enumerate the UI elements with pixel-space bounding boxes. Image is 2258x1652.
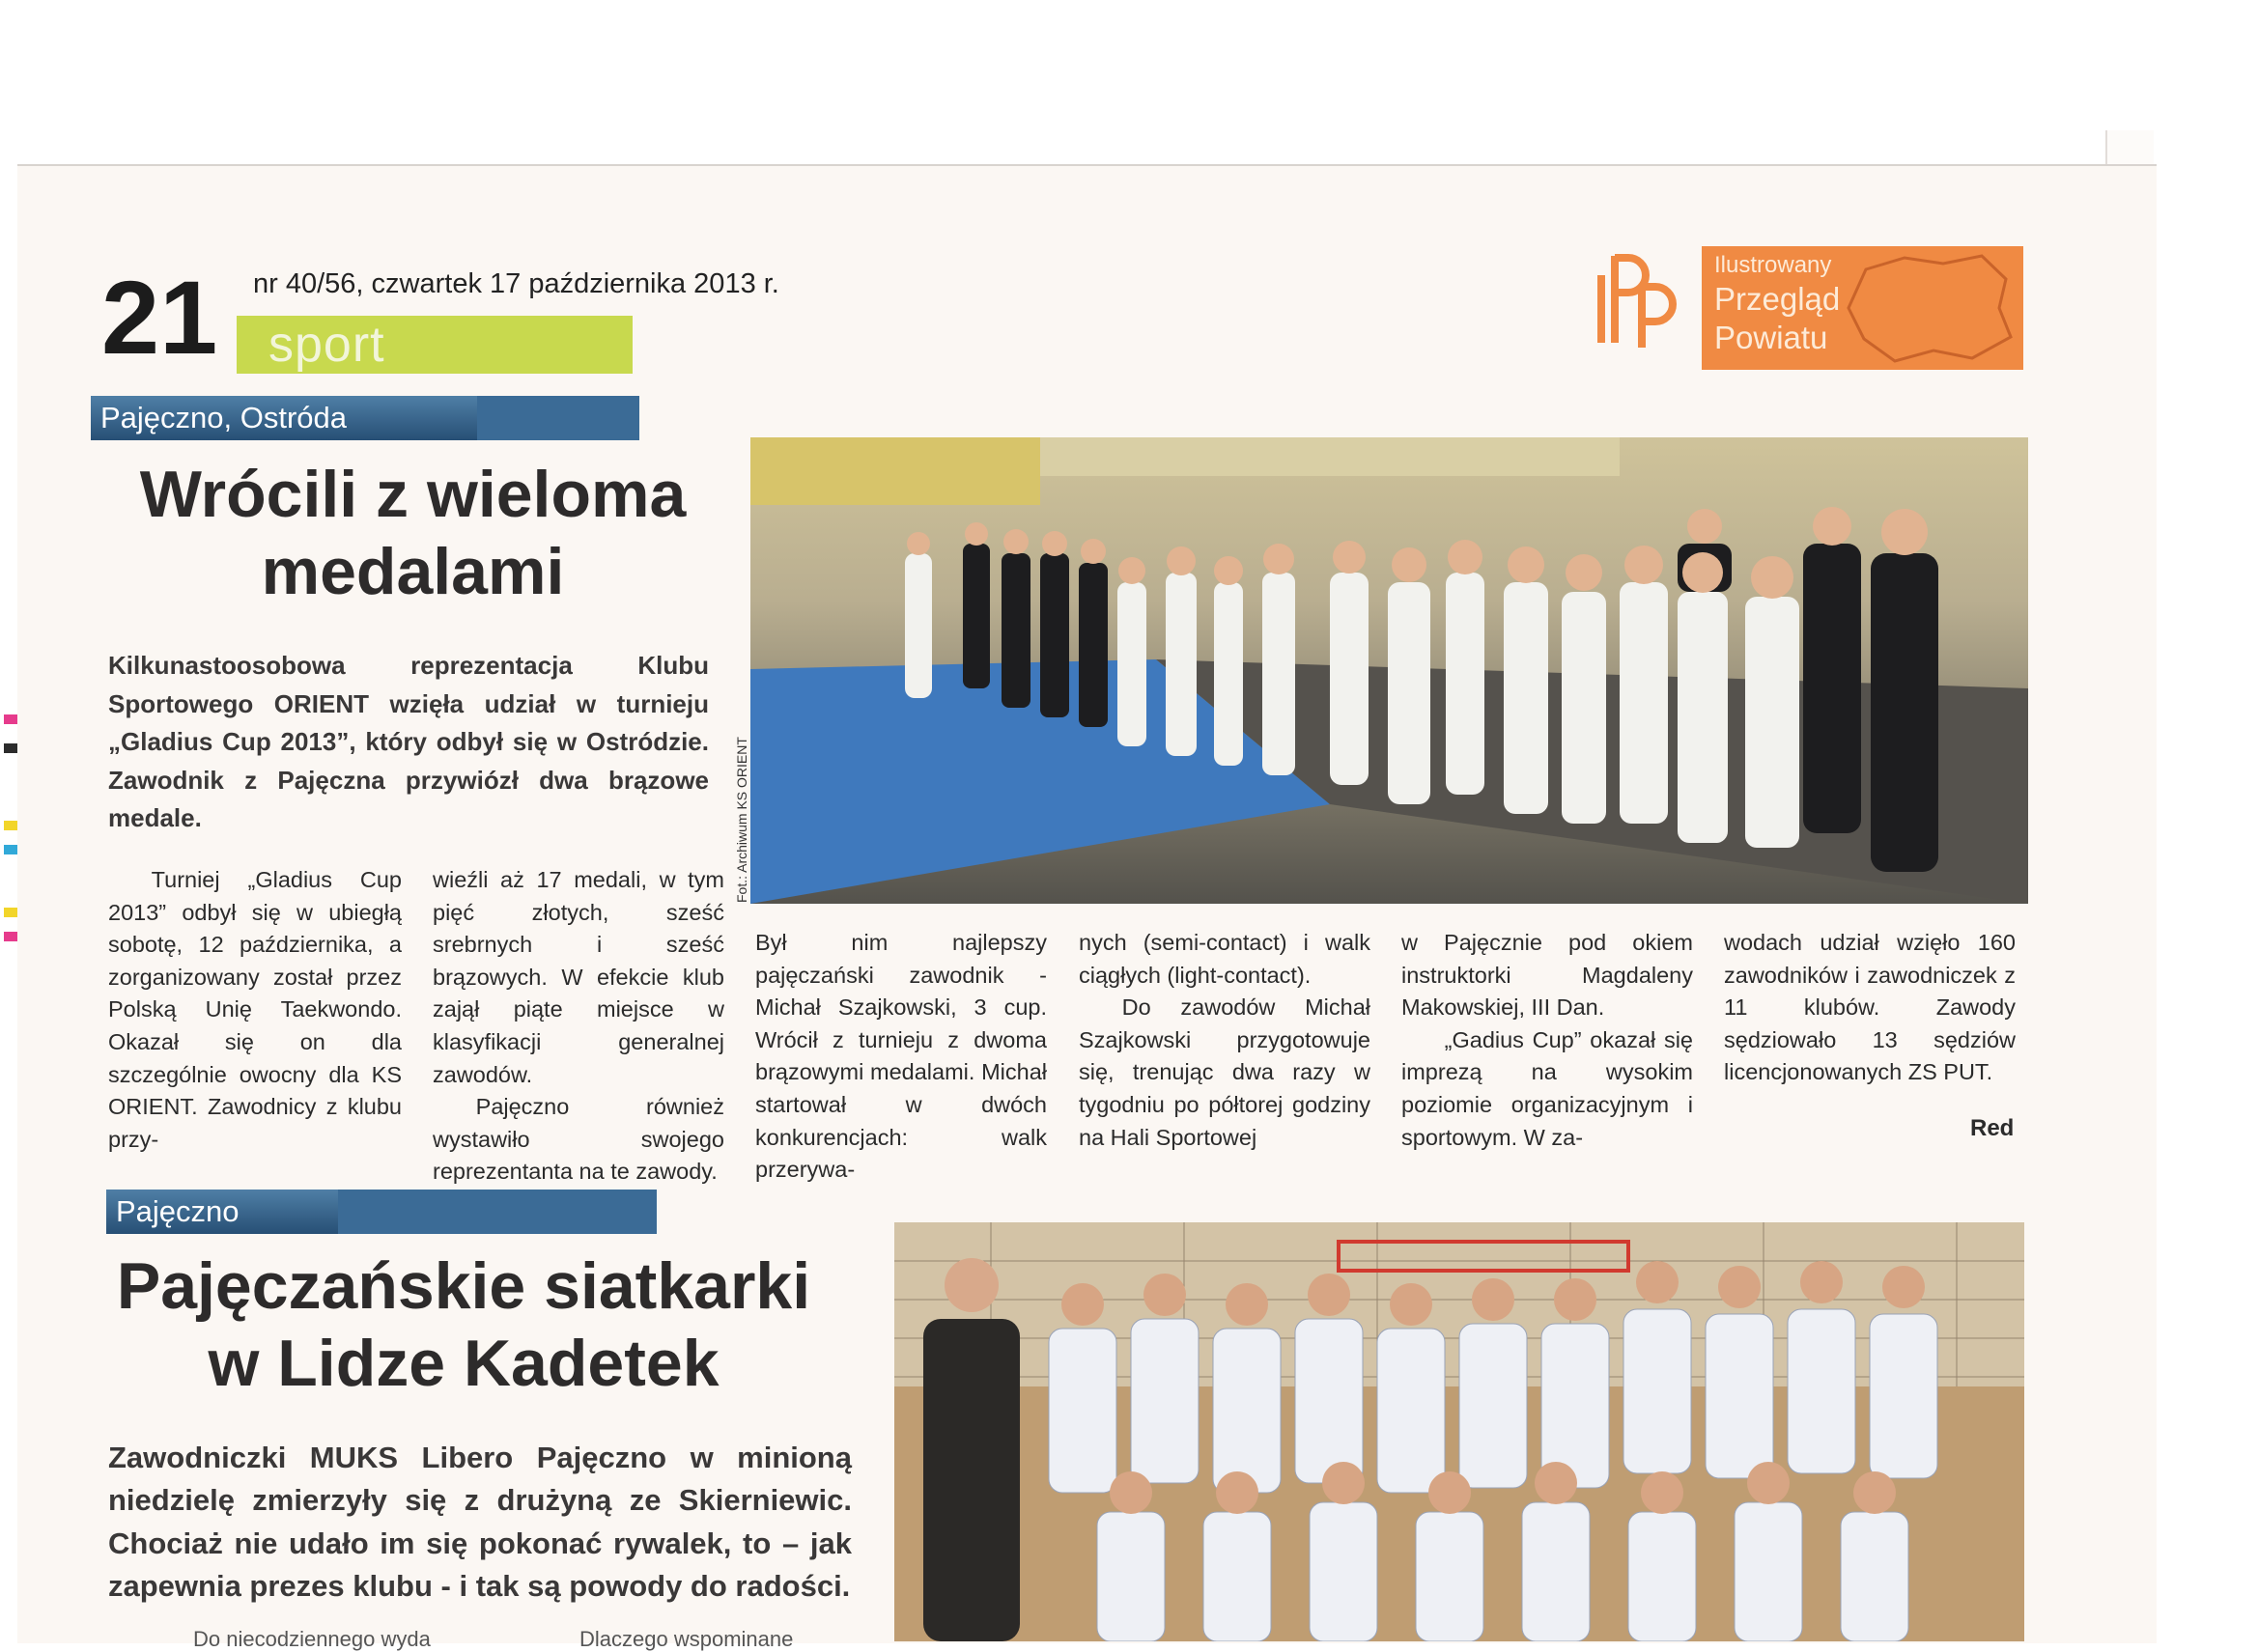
article1-col5-text-1: w Pajęcznie pod okiem instruktorki Magdaleny Makowskiej, III Dan. [1401,930,1693,1021]
logo-line-3: Powiatu [1714,320,1828,355]
article2-lead: Zawodniczki MUKS Libero Pajęczno w minioną niedzielę zmierzyły się z drużyną ze Skierniewic. Chociaż nie udało im się pokonać rywalek, to – jak zapewnia prezes klubu - i tak są powody do radości. [108,1441,852,1603]
article2-kicker-rule [338,1190,657,1234]
article2-headline [87,1247,840,1402]
article1-column-3 [755,927,1047,1187]
article1-photo [750,437,2028,904]
article1-col4-text-1: nych (semi-contact) i walk ciągłych (light-contact). [1079,930,1370,988]
page-number: 21 [101,259,218,376]
issue-info: nr 40/56, czwartek 17 października 2013 r. [253,268,779,299]
article2-headline-line1: Pajęczańskie siatkarki [116,1249,811,1323]
article2-cut-text-2: Dlaczego wspominane [579,1627,794,1651]
article1-col5-text-2: „Gadius Cup” okazał się imprezą na wysokim poziomie organizacyjnym i sportowym. W za- [1401,1026,1693,1150]
article1-col1-text: Turniej „Gladius Cup 2013” odbył się w ubiegłą sobotę, 12 października, a zorganizowany został przez Polską Unię Taekwondo. Okazał się on dla szczególnie owocny dla KS ORIENT. Zawodnicy z klubu przy- [108,867,402,1152]
article1-col4-text-2: Do zawodów Michał Szajkowski przygotowuje się, trenując dwa razy w tygodniu po półtorej godziny na Hali Sportowej [1079,994,1370,1150]
article1-lead: Kilkunastoosobowa reprezentacja Klubu Sportowego ORIENT wzięła udział w turnieju „Gladius Cup 2013”, który odbył się w Ostródzie. Zawodnik z Pajęczna przywiózł dwa brązowe medale. [108,651,709,833]
article1-column-4 [1079,927,1370,1154]
scanner-color-marks [0,676,29,966]
article1-col6-text: wodach udział wzięło 160 zawodników i zawodniczek z 11 klubów. Zawody sędziowało 13 sędziów licencjonowanych ZS PUT. [1724,930,2016,1085]
article2-kicker: Pajęczno [106,1190,338,1234]
volleyball-team-photo [894,1222,2024,1641]
logo-line-1: Ilustrowany [1714,252,1832,278]
county-map-icon [1837,250,2020,366]
article1-col2-text-1: wieźli aż 17 medali, w tym pięć złotych, sześć srebrnych i sześć brązowych. W efekcie klub zajął piąte miejsce w klasyfikacji generalnej zawodów. [433,867,724,1087]
article2-photo [894,1222,2024,1641]
ipp-logo-icon [1594,246,1680,352]
article1-signature: Red [1970,1115,2015,1141]
article2-cut-text-1: Do niecodziennego wyda [193,1627,431,1651]
logo-line-2: Przegląd [1714,281,1841,317]
article1-headline [87,456,739,610]
article1-kicker: Pajęczno, Ostróda [91,396,477,440]
publication-logo [1594,246,2023,372]
article2-headline-line2: w Lidze Kadetek [208,1327,720,1401]
article1-column-2 [433,864,724,1189]
taekwondo-team-photo [750,437,2028,904]
article1-headline-line1: Wrócili z wieloma [139,458,687,531]
article1-column-6 [1724,927,2016,1089]
article1-column-1 [108,864,402,1156]
section-label: sport [237,316,633,374]
article1-column-5 [1401,927,1693,1154]
article1-col3-text: Był nim najlepszy pajęczański zawodnik - Michał Szajkowski, 3 cup. Wrócił z turnieju z dwoma brązowymi medalami. Michał startował w dwóch konkurencjach: walk przerywa- [755,930,1047,1183]
article1-kicker-rule [477,396,639,440]
article1-photo-credit: Fot.: Archiwum KS ORIENT [734,737,749,903]
article1-headline-line2: medalami [261,535,565,609]
article1-col2-text-2: Pajęczno również wystawiło swojego reprezentanta na te zawody. [433,1094,724,1185]
